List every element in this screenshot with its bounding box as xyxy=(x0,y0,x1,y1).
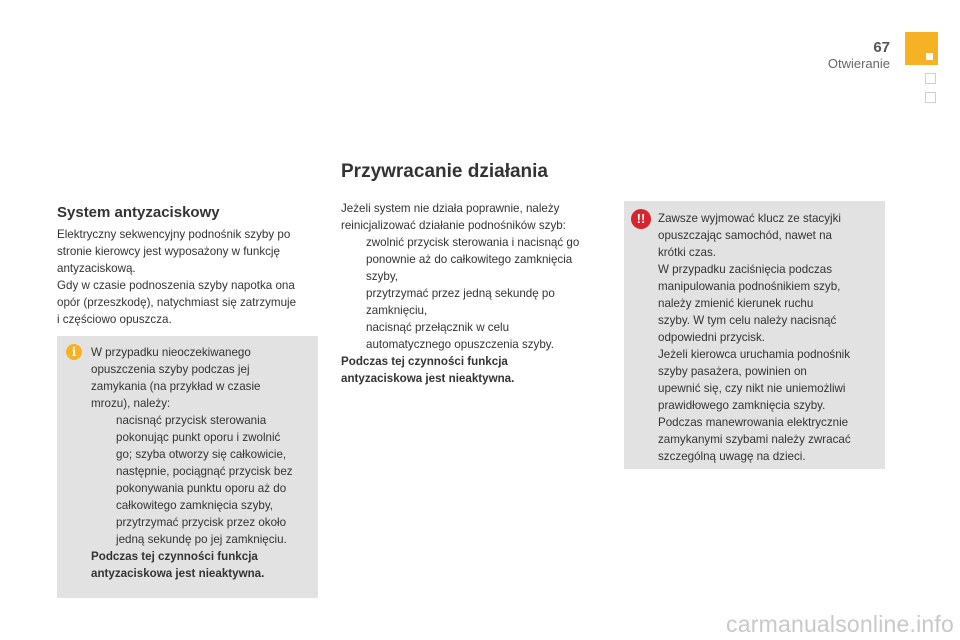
list-item xyxy=(91,463,313,514)
list-item xyxy=(341,319,611,353)
bullet-line: zamknięciu, xyxy=(366,304,428,317)
chapter-title: Otwieranie xyxy=(827,56,890,71)
chapter-outline-marker-1 xyxy=(925,73,936,84)
info-icon: i xyxy=(66,344,82,360)
warning-line: zamykanymi szybami należy zwracać xyxy=(658,433,851,446)
warning-line: manipulowania podnośnikiem szyb, xyxy=(658,280,841,293)
list-item xyxy=(91,412,313,463)
bullet-line: następnie, pociągnąć przycisk bez xyxy=(116,465,293,478)
bullet-line: przytrzymać przycisk przez około xyxy=(116,516,287,529)
info-line: opuszczenia szyby podczas jej xyxy=(91,363,250,376)
warning-panel-text xyxy=(658,210,880,465)
bullet-line: przytrzymać przez jedną sekundę po xyxy=(366,287,555,300)
info-line: zamykania (na przykład w czasie xyxy=(91,380,261,393)
intro-line: opór (przeszkodę), natychmiast się zatrzymuje xyxy=(57,296,297,309)
restore-text xyxy=(341,200,611,387)
tab-marker-square xyxy=(926,53,933,60)
bullet-line: całkowitego zamknięcia szyby, xyxy=(116,499,274,512)
intro-line: antyzaciskową. xyxy=(57,262,136,275)
restore-note-bold: Podczas tej czynności funkcja xyxy=(341,355,508,368)
page-number: 67 xyxy=(873,39,890,56)
anti-pinch-intro xyxy=(57,226,322,328)
intro-line: i częściowo opuszcza. xyxy=(57,313,172,326)
warning-line: Jeżeli kierowca uruchamia podnośnik xyxy=(658,348,851,361)
info-panel-text xyxy=(91,344,313,582)
warning-icon: !! xyxy=(631,209,651,229)
info-note-bold: antyzaciskowa jest nieaktywna. xyxy=(91,567,265,580)
list-item xyxy=(91,514,313,548)
chapter-tab-marker xyxy=(905,32,938,65)
chapter-outline-marker-2 xyxy=(925,92,936,103)
warning-line: prawidłowego zamknięcia szyby. xyxy=(658,399,826,412)
bullet-line: szyby, xyxy=(366,270,398,283)
warning-line: Zawsze wyjmować klucz ze stacyjki xyxy=(658,212,841,225)
list-item xyxy=(341,285,611,319)
bullet-line: go; szyba otworzy się całkowicie, xyxy=(116,448,287,461)
bullet-line: pokonywania punktu oporu aż do xyxy=(116,482,287,495)
section-heading-anti-pinch: System antyzaciskowy xyxy=(57,204,220,221)
warning-line: W przypadku zaciśnięcia podczas xyxy=(658,263,832,276)
bullet-line: nacisnąć przełącznik w celu xyxy=(366,321,510,334)
warning-line: szyby. W tym celu należy nacisnąć xyxy=(658,314,837,327)
warning-panel xyxy=(624,201,885,469)
warning-line: upewnić się, czy nikt nie uniemożliwi xyxy=(658,382,846,395)
warning-line: opuszczając samochód, nawet na xyxy=(658,229,833,242)
bullet-line: zwolnić przycisk sterowania i nacisnąć go xyxy=(366,236,580,249)
info-line: W przypadku nieoczekiwanego xyxy=(91,346,251,359)
warning-line: Podczas manewrowania elektrycznie xyxy=(658,416,849,429)
warning-line: krótki czas. xyxy=(658,246,716,259)
intro-line: Gdy w czasie podnoszenia szyby napotka ona xyxy=(57,279,295,292)
intro-line: Elektryczny sekwencyjny podnośnik szyby po xyxy=(57,228,291,241)
warning-line: odpowiedni przycisk. xyxy=(658,331,765,344)
restore-line: reinicjalizować działanie podnośników szyb: xyxy=(341,219,566,232)
bullet-line: pokonując punkt oporu i zwolnić xyxy=(116,431,281,444)
list-item xyxy=(341,234,611,285)
page-header xyxy=(828,40,890,72)
bullet-line: nacisnąć przycisk sterowania xyxy=(116,414,267,427)
warning-line: szczególną uwagę na dzieci. xyxy=(658,450,806,463)
bullet-line: ponownie aż do całkowitego zamknięcia xyxy=(366,253,573,266)
info-note-bold: Podczas tej czynności funkcja xyxy=(91,550,258,563)
restore-note-bold: antyzaciskowa jest nieaktywna. xyxy=(341,372,515,385)
intro-line: stronie kierowcy jest wyposażony w funkcję xyxy=(57,245,280,258)
info-line: mrozu), należy: xyxy=(91,397,171,410)
warning-line: należy zmienić kierunek ruchu xyxy=(658,297,814,310)
bullet-line: automatycznego opuszczenia szyby. xyxy=(366,338,554,351)
restore-line: Jeżeli system nie działa poprawnie, należy xyxy=(341,202,560,215)
warning-line: szyby pasażera, powinien on xyxy=(658,365,807,378)
bullet-line: jedną sekundę po jej zamknięciu. xyxy=(116,533,287,546)
section-heading-restore: Przywracanie działania xyxy=(341,161,548,182)
info-panel xyxy=(57,336,318,598)
watermark: carmanualsonline.info xyxy=(726,611,954,637)
